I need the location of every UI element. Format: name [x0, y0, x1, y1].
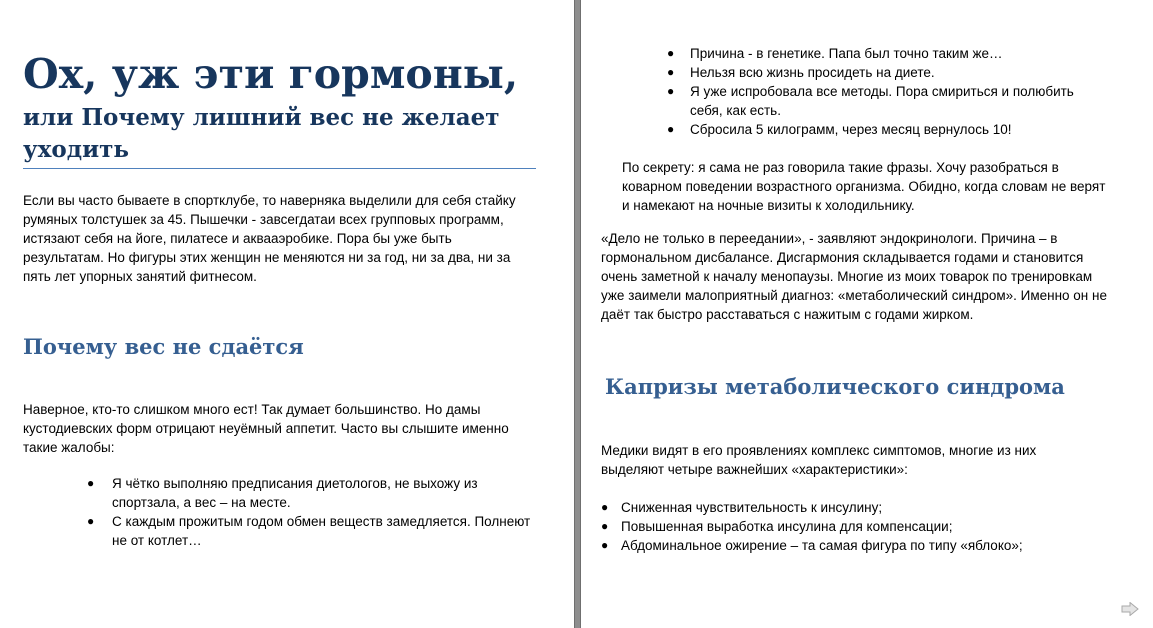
list-item: ● Причина - в генетике. Папа был точно таким же…: [667, 46, 1003, 61]
bullet-icon: ●: [667, 122, 675, 136]
document-page-right: [580, 0, 1153, 628]
list-item: ● Сбросила 5 килограмм, через месяц вернулось 10!: [667, 122, 1012, 137]
metabolic-paragraph: Медики видят в его проявлениях комплекс симптомов, многие из них выделяют четыре важнейших «характеристики»:: [601, 443, 1037, 477]
intro-paragraph: Если вы часто бываете в спортклубе, то наверняка выделили для себя стайку румяных толстушек за 45. Пышечки - завсегдатаи всех групповых программ, истязают себя на йоге, пилатесе и аквааэробике. Пора бы уже быть результатам. Но фигуры этих женщин не меняются ни за год, ни за два, ни за пять лет упорных занятий фитнесом.: [23, 193, 516, 284]
secret-paragraph: По секрету: я сама не раз говорила такие фразы. Хочу разобраться в коварном поведении возрастного организма. Обидно, когда словам не верят и намекают на ночные визиты к холодильнику.: [622, 160, 1106, 213]
title-divider: [23, 168, 536, 169]
bullet-icon: ●: [87, 514, 95, 528]
list-item: ● Повышенная выработка инсулина для компенсации;: [601, 519, 953, 534]
bullet-icon: ●: [667, 65, 675, 79]
list-item: ● Я чётко выполняю предписания диетологов, не выхожу из спортзала, а вес – на месте.: [87, 476, 478, 510]
bullet-icon: ●: [601, 538, 609, 552]
symptoms-list: [601, 498, 1121, 555]
arrow-right-icon: [1121, 602, 1139, 616]
document-page-left: [0, 0, 575, 628]
bullet-icon: ●: [667, 84, 675, 98]
list-item: ● С каждым прожитым годом обмен веществ замедляется. Полнеют не от котлет…: [87, 514, 531, 548]
bullet-icon: ●: [667, 46, 675, 60]
bullet-icon: ●: [601, 519, 609, 533]
bullet-icon: ●: [601, 500, 609, 514]
next-page-arrow-icon[interactable]: [1121, 602, 1139, 616]
list-item: ● Я уже испробовала все методы. Пора смириться и полюбить себя, как есть.: [667, 84, 1074, 118]
complaints-list: [87, 474, 532, 550]
document-title: Ох, уж эти гормоны,: [23, 50, 519, 98]
list-item: ● Абдоминальное ожирение – та самая фигура по типу «яблоко»;: [601, 538, 1023, 553]
bullet-icon: ●: [87, 476, 95, 490]
document-subtitle: или Почему лишний вес не желает уходить: [23, 104, 500, 163]
list-item: ● Нельзя всю жизнь просидеть на диете.: [667, 65, 935, 80]
complaints-list-continued: [667, 44, 1110, 139]
list-item: ● Сниженная чувствительность к инсулину;: [601, 500, 883, 515]
weight-paragraph: Наверное, кто-то слишком много ест! Так думает большинство. Но дамы кустодиевских форм отрицают неуёмный аппетит. Часто вы слышите именно такие жалобы:: [23, 402, 509, 455]
section-heading-weight: Почему вес не сдаётся: [23, 334, 304, 359]
endocrinologists-paragraph: «Дело не только в переедании», - заявляют эндокринологи. Причина – в гормональном дисбалансе. Дисгармония складывается годами и становится очень заметной к началу менопаузы. Многие из моих товарок по тренировкам уже заимели малоприятный диагноз: «метаболический синдром». Именно он не даёт так быстро расставаться с нажитым с годами жирком.: [601, 231, 1107, 322]
section-heading-metabolic: Капризы метаболического синдрома: [605, 374, 1065, 399]
